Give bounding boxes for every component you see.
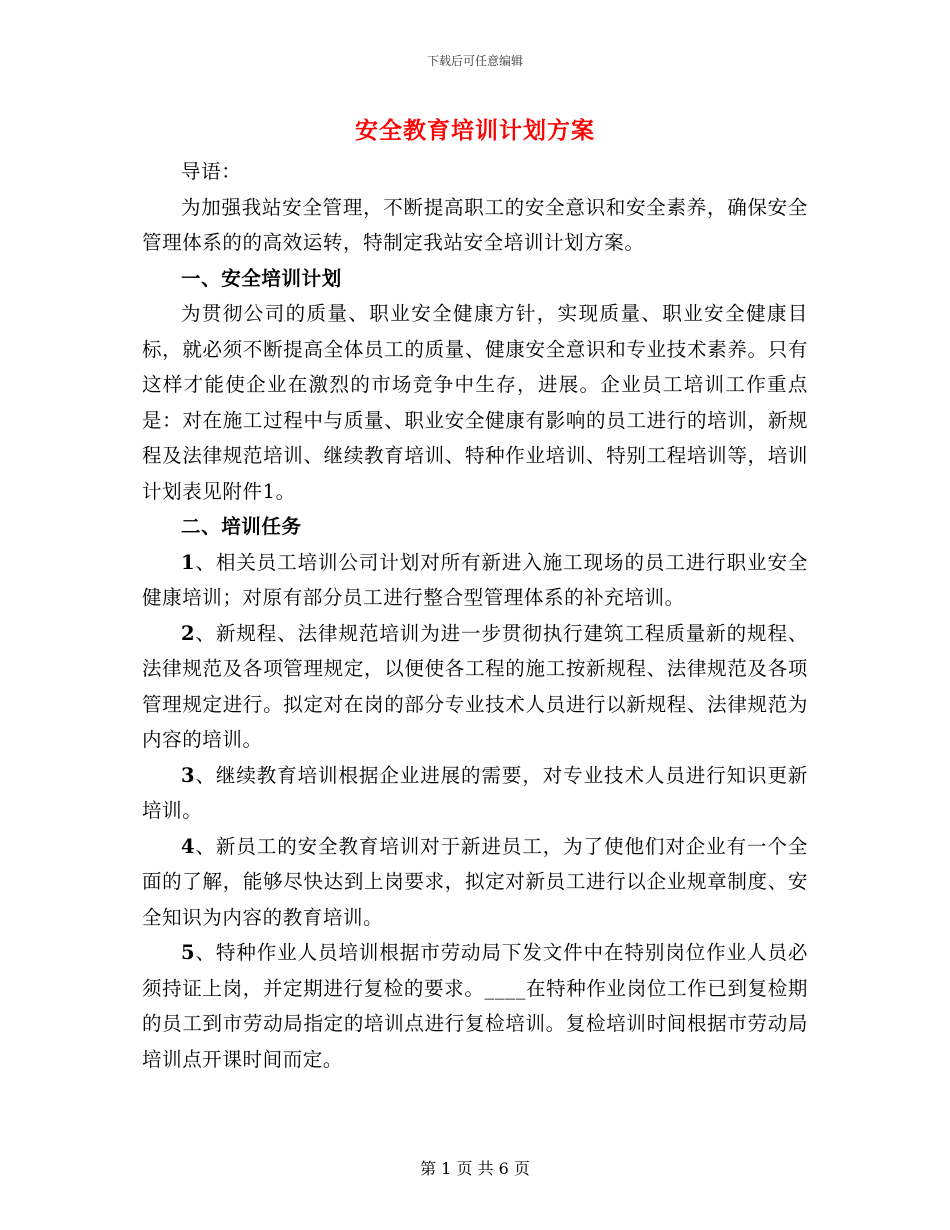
- section1-heading: 一、安全培训计划: [181, 266, 342, 290]
- task-item-text: 、新规程、法律规范培训为进一步贯彻执行建筑工程质量新的规程、法律规范及各项管理规定，以便使各工程的施工按新规程、法律规范及各项管理规定进行。拟定对在岗的部分专业技术人员进行以新规程、法律规范为内容的培训。: [142, 621, 808, 751]
- task-item-text: 、相关员工培训公司计划对所有新进入施工现场的员工进行职业安全健康培训；对原有部分员工进行整合型管理体系的补充培训。: [142, 550, 808, 609]
- document-body: [142, 154, 808, 1077]
- task-item-number: 2: [181, 621, 196, 645]
- task-item: [142, 829, 808, 936]
- page-footer-number: 第 1 页 共 6 页: [420, 1159, 530, 1178]
- task-item: [142, 616, 808, 758]
- task-item-number: 5: [181, 941, 196, 964]
- task-item: [142, 758, 808, 829]
- task-item-number: 1: [181, 550, 196, 574]
- task-item: [142, 935, 808, 1077]
- task-item-text: 、新员工的安全教育培训对于新进员工，为了使他们对企业有一个全面的了解，能够尽快达到上岗要求，拟定对新员工进行以企业规章制度、安全知识为内容的教育培训。: [142, 834, 808, 929]
- document-title: 安全教育培训计划方案: [355, 117, 595, 144]
- task-item: [142, 545, 808, 616]
- task-item-text: 、特种作业人员培训根据市劳动局下发文件中在特别岗位作业人员必须持证上岗，并定期进行复检的要求。____在特种作业岗位工作已到复检期的员工到市劳动局指定的培训点进行复检培训。复检培训时间根据市劳动局培训点开课时间而定。: [142, 941, 808, 1071]
- task-item-number: 3: [181, 763, 196, 787]
- intro-paragraph: 为加强我站安全管理，不断提高职工的安全意识和安全素养，确保安全管理体系的的高效运转，特制定我站安全培训计划方案。: [142, 195, 808, 254]
- task-item-number: 4: [181, 834, 196, 858]
- task-item-text: 、继续教育培训根据企业进展的需要，对专业技术人员进行知识更新培训。: [142, 763, 808, 822]
- section2-heading: 二、培训任务: [181, 515, 302, 538]
- section1-paragraph: 为贯彻公司的质量、职业安全健康方针，实现质量、职业安全健康目标，就必须不断提高全体员工的质量、健康安全意识和专业技术素养。只有这样才能使企业在激烈的市场竞争中生存，进展。企业员工培训工作重点是：对在施工过程中与质量、职业安全健康有影响的员工进行的培训，新规程及法律规范培训、继续教育培训、特种作业培训、特别工程培训等，培训计划表见附件1。: [142, 302, 808, 503]
- intro-label: 导语：: [181, 160, 242, 183]
- page-header-note: 下载后可任意编辑: [426, 54, 523, 68]
